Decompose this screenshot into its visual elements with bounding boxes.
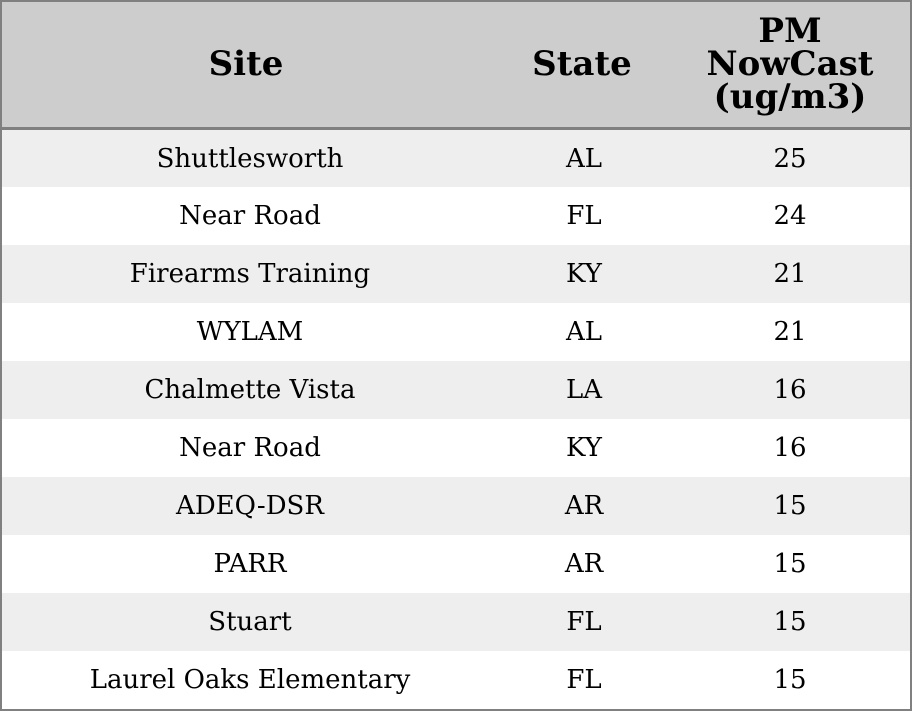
cell-site: Stuart: [2, 593, 498, 651]
cell-pm-value: 21: [670, 303, 910, 361]
cell-state: AL: [498, 129, 670, 188]
cell-pm-value: 15: [670, 593, 910, 651]
header-pm-line-2: NowCast: [706, 44, 874, 84]
table-row: [2, 477, 910, 535]
cell-state: AR: [498, 477, 670, 535]
cell-pm-value: 25: [670, 129, 910, 188]
cell-site: Shuttlesworth: [2, 129, 498, 188]
cell-state: FL: [498, 187, 670, 245]
cell-state: AL: [498, 303, 670, 361]
cell-state: LA: [498, 361, 670, 419]
header-state: [498, 2, 670, 129]
cell-state: AR: [498, 535, 670, 593]
cell-site: PARR: [2, 535, 498, 593]
table-row: [2, 129, 910, 188]
cell-pm-value: 15: [670, 535, 910, 593]
table-header-row: [2, 2, 910, 129]
header-pm-nowcast: [670, 2, 910, 129]
cell-site: Near Road: [2, 419, 498, 477]
table-row: [2, 593, 910, 651]
table-row: [2, 187, 910, 245]
table-row: [2, 419, 910, 477]
cell-state: KY: [498, 419, 670, 477]
table-row: [2, 651, 910, 709]
cell-state: FL: [498, 651, 670, 709]
table-row: [2, 361, 910, 419]
header-pm-line-3: (ug/m3): [713, 77, 867, 117]
cell-site: Firearms Training: [2, 245, 498, 303]
cell-pm-value: 15: [670, 477, 910, 535]
cell-pm-value: 21: [670, 245, 910, 303]
cell-pm-value: 16: [670, 419, 910, 477]
cell-site: Chalmette Vista: [2, 361, 498, 419]
pm-nowcast-table: [2, 2, 910, 709]
header-site-text: Site: [208, 44, 284, 84]
cell-site: ADEQ-DSR: [2, 477, 498, 535]
table-row: [2, 535, 910, 593]
cell-site: Laurel Oaks Elementary: [2, 651, 498, 709]
table-row: [2, 303, 910, 361]
cell-state: KY: [498, 245, 670, 303]
cell-site: WYLAM: [2, 303, 498, 361]
cell-site: Near Road: [2, 187, 498, 245]
cell-pm-value: 15: [670, 651, 910, 709]
cell-pm-value: 24: [670, 187, 910, 245]
cell-pm-value: 16: [670, 361, 910, 419]
table-row: [2, 245, 910, 303]
header-state-text: State: [532, 44, 632, 84]
cell-state: FL: [498, 593, 670, 651]
header-pm-line-1: PM: [758, 11, 822, 51]
header-site: [2, 2, 498, 129]
